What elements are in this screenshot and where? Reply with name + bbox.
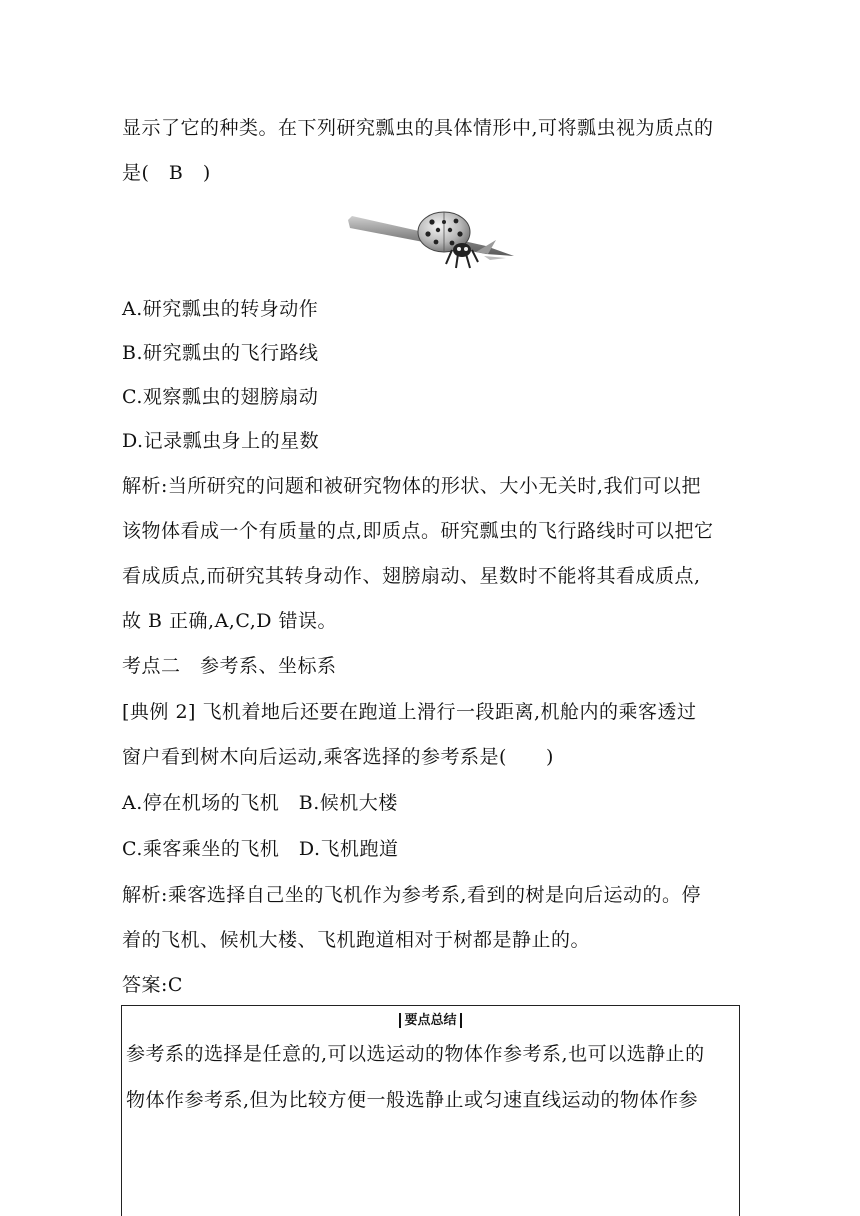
option-a: A.研究瓢虫的转身动作 xyxy=(122,298,319,320)
question2-stem-line: 窗户看到树木向后运动,乘客选择的参考系是( ) xyxy=(122,746,554,768)
analysis-line: 看成质点,而研究其转身动作、翅膀扇动、星数时不能将其看成质点, xyxy=(122,565,701,587)
option-d: D.记录瓢虫身上的星数 xyxy=(122,430,320,452)
question1-stem-line: 显示了它的种类。在下列研究瓢虫的具体情形中,可将瓢虫视为质点的 xyxy=(122,117,714,139)
summary-line: 物体作参考系,但为比较方便一般选静止或匀速直线运动的物体作参 xyxy=(126,1089,699,1111)
answer: 答案:C xyxy=(122,974,183,996)
question2-options-row: C.乘客乘坐的飞机 D.飞机跑道 xyxy=(122,838,399,860)
option-b: B.研究瓢虫的飞行路线 xyxy=(122,342,319,364)
ladybug-image xyxy=(346,206,516,274)
analysis-line: 解析:当所研究的问题和被研究物体的形状、大小无关时,我们可以把 xyxy=(122,475,701,497)
question1-stem-line: 是( B ) xyxy=(122,162,211,184)
question2-stem-line: [典例 2] 飞机着地后还要在跑道上滑行一段距离,机舱内的乘客透过 xyxy=(122,701,697,723)
section-heading: 考点二 参考系、坐标系 xyxy=(122,655,337,677)
summary-line: 参考系的选择是任意的,可以选运动的物体作参考系,也可以选静止的 xyxy=(126,1043,705,1065)
summary-title xyxy=(122,1012,739,1030)
summary-box xyxy=(121,1005,740,1216)
question2-options-row: A.停在机场的飞机 B.候机大楼 xyxy=(122,792,398,814)
analysis-line: 解析:乘客选择自己坐的飞机作为参考系,看到的树是向后运动的。停 xyxy=(122,884,701,906)
analysis-line: 着的飞机、候机大楼、飞机跑道相对于树都是静止的。 xyxy=(122,929,591,951)
analysis-line: 该物体看成一个有质量的点,即质点。研究瓢虫的飞行路线时可以把它 xyxy=(122,520,714,542)
option-c: C.观察瓢虫的翅膀扇动 xyxy=(122,386,319,408)
summary-title-text: 要点总结 xyxy=(399,1013,461,1028)
analysis-line: 故 B 正确,A,C,D 错误。 xyxy=(122,610,338,632)
